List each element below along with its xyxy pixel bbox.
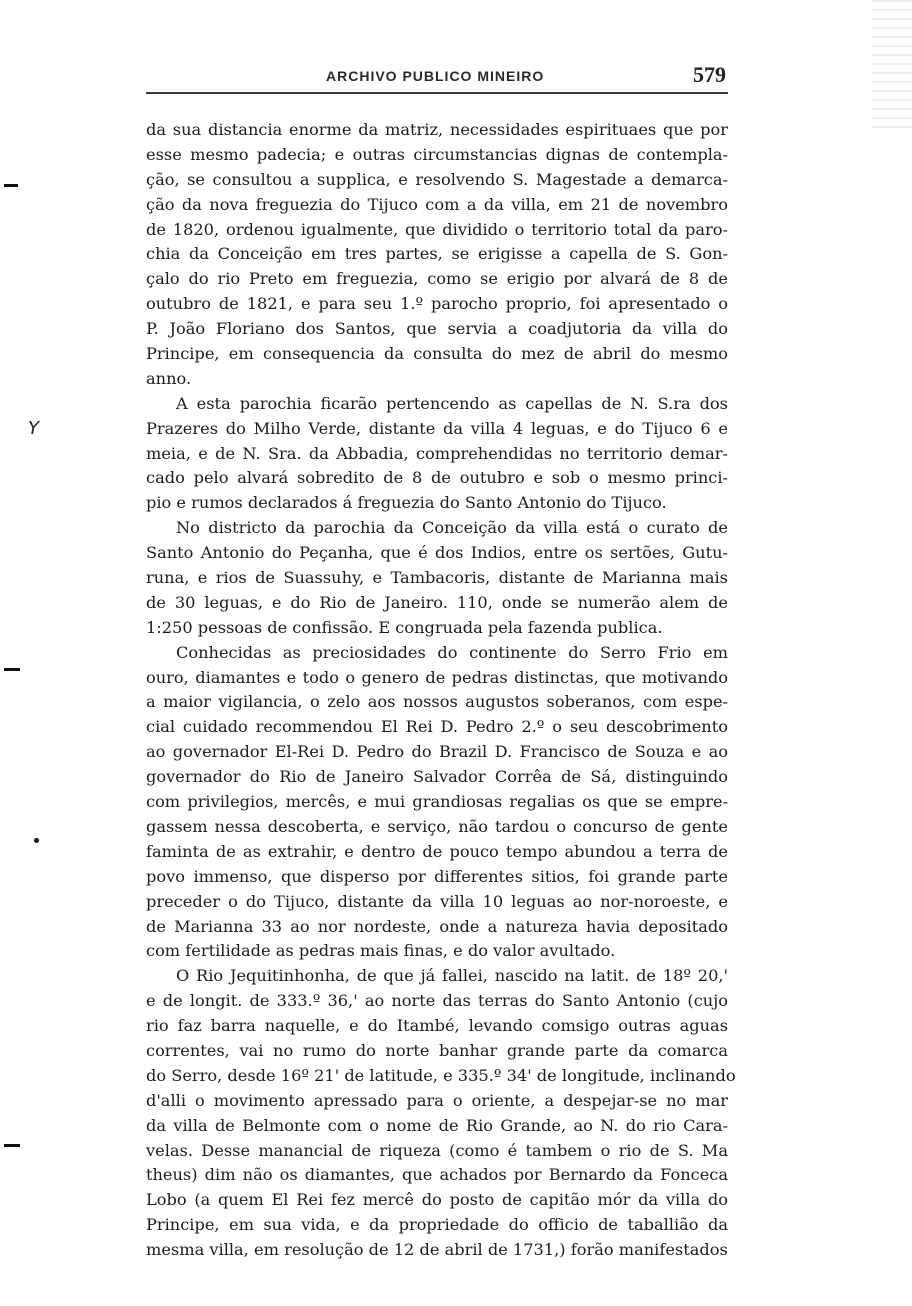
text-line: preceder o do Tijuco, distante da villa 10 leguas ao nor-noroeste, e bbox=[146, 891, 728, 911]
text-line: Lobo (a quem El Rei fez mercê do posto de capitão mór da villa do bbox=[146, 1190, 728, 1210]
margin-y-mark: Y bbox=[28, 418, 39, 439]
text-line: velas. Desse manancial de riqueza (como é tambem o rio de S. Ma bbox=[146, 1140, 728, 1160]
body-text bbox=[146, 118, 736, 1263]
text-line: e de longit. de 333.º 36,' ao norte das terras do Santo Antonio (cujo bbox=[146, 991, 728, 1011]
text-line: pio e rumos declarados á freguezia do Santo Antonio do Tijuco. bbox=[146, 493, 667, 513]
text-line: A esta parochia ficarão pertencendo as capellas de N. S.ra dos bbox=[176, 393, 728, 413]
paragraph bbox=[146, 392, 728, 516]
text-line: No districto da parochia da Conceição da villa está o curato de bbox=[176, 518, 728, 538]
text-line: 1:250 pessoas de confissão. E congruada pela fazenda publica. bbox=[146, 617, 663, 637]
header-rule bbox=[146, 92, 728, 94]
text-line: de Marianna 33 ao nor nordeste, onde a natureza havia depositado bbox=[146, 916, 728, 936]
text-line: runa, e rios de Suassuhy, e Tambacoris, distante de Marianna mais bbox=[146, 568, 728, 588]
text-line: ouro, diamantes e todo o genero de pedras distinctas, que motivando bbox=[146, 667, 728, 687]
margin-dash-mark bbox=[4, 184, 18, 187]
page-header bbox=[146, 62, 730, 88]
text-line: Principe, em sua vida, e da propriedade do officio de taballião da bbox=[146, 1215, 728, 1235]
margin-dash-mark bbox=[4, 668, 20, 671]
margin-dot-mark bbox=[34, 838, 39, 843]
text-line: rio faz barra naquelle, e do Itambé, levando comsigo outras aguas bbox=[146, 1016, 728, 1036]
text-line: com fertilidade as pedras mais finas, e do valor avultado. bbox=[146, 941, 616, 961]
edge-speckle-mark bbox=[872, 0, 912, 130]
text-line: esse mesmo padecia; e outras circumstancias dignas de contempla- bbox=[146, 144, 728, 164]
text-line: Santo Antonio do Peçanha, que é dos Indios, entre os sertões, Gutu- bbox=[146, 543, 728, 563]
text-line: mesma villa, em resolução de 12 de abril de 1731,) forão manifestados bbox=[146, 1240, 728, 1260]
text-line: Principe, em consequencia da consulta do mez de abril do mesmo bbox=[146, 344, 728, 364]
text-line: anno. bbox=[146, 368, 192, 388]
text-line: Conhecidas as preciosidades do continente do Serro Frio em bbox=[176, 642, 728, 662]
text-line: da sua distancia enorme da matriz, necessidades espirituaes que por bbox=[146, 120, 728, 139]
text-line: governador do Rio de Janeiro Salvador Corrêa de Sá, distinguindo bbox=[146, 767, 728, 787]
text-line: ção, se consultou a supplica, e resolvendo S. Magestade a demarca- bbox=[146, 169, 728, 189]
text-line: de 1820, ordenou igualmente, que dividido o territorio total da paro- bbox=[146, 219, 728, 239]
text-line: theus) dim não os diamantes, que achados por Bernardo da Fonceca bbox=[146, 1165, 728, 1185]
text-line: cial cuidado recommendou El Rei D. Pedro 2.º o seu descobrimento bbox=[146, 717, 728, 737]
text-line: P. João Floriano dos Santos, que servia a coadjutoria da villa do bbox=[146, 319, 728, 339]
text-line: meia, e de N. Sra. da Abbadia, comprehendidas no territorio demar- bbox=[146, 443, 728, 463]
paragraph bbox=[146, 964, 736, 1263]
text-line: Prazeres do Milho Verde, distante da villa 4 leguas, e do Tijuco 6 e bbox=[146, 418, 728, 438]
paragraph bbox=[146, 118, 728, 392]
text-line: çalo do rio Preto em freguezia, como se erigio por alvará de 8 de bbox=[146, 269, 728, 289]
text-line: cado pelo alvará sobredito de 8 de outubro e sob o mesmo princi- bbox=[146, 468, 728, 488]
page-number: 579 bbox=[693, 62, 726, 87]
text-line: correntes, vai no rumo do norte banhar grande parte da comarca bbox=[146, 1040, 728, 1060]
text-line: ao governador El-Rei D. Pedro do Brazil D. Francisco de Souza e ao bbox=[146, 742, 728, 762]
text-line: chia da Conceição em tres partes, se erigisse a capella de S. Gon- bbox=[146, 244, 728, 264]
text-line: ção da nova freguezia do Tijuco com a da villa, em 21 de novembro bbox=[146, 194, 728, 214]
text-line: d'alli o movimento apressado para o oriente, a despejar-se no mar bbox=[146, 1090, 728, 1110]
margin-dash-mark bbox=[4, 1144, 20, 1147]
text-line: da villa de Belmonte com o nome de Rio Grande, ao N. do rio Cara- bbox=[146, 1115, 728, 1135]
running-title: ARCHIVO PUBLICO MINEIRO bbox=[326, 68, 545, 84]
text-line: O Rio Jequitinhonha, de que já fallei, nascido na latit. de 18º 20,' bbox=[176, 966, 728, 986]
text-line: a maior vigilancia, o zelo aos nossos augustos soberanos, com espe- bbox=[146, 692, 728, 712]
text-line: faminta de as extrahir, e dentro de pouco tempo abundou a terra de bbox=[146, 841, 728, 861]
text-line: povo immenso, que disperso por differentes sitios, foi grande parte bbox=[146, 866, 728, 886]
text-line: com privilegios, mercês, e mui grandiosas regalias os que se empre- bbox=[146, 792, 728, 812]
text-line: gassem nessa descoberta, e serviço, não tardou o concurso de gente bbox=[146, 816, 728, 836]
paragraph bbox=[146, 516, 728, 640]
paragraph bbox=[146, 641, 728, 965]
text-line: outubro de 1821, e para seu 1.º parocho proprio, foi apresentado o bbox=[146, 294, 728, 314]
text-line: do Serro, desde 16º 21' de latitude, e 335.º 34' de longitude, inclinando bbox=[146, 1065, 736, 1085]
text-line: de 30 leguas, e do Rio de Janeiro. 110, onde se numerão alem de bbox=[146, 592, 728, 612]
